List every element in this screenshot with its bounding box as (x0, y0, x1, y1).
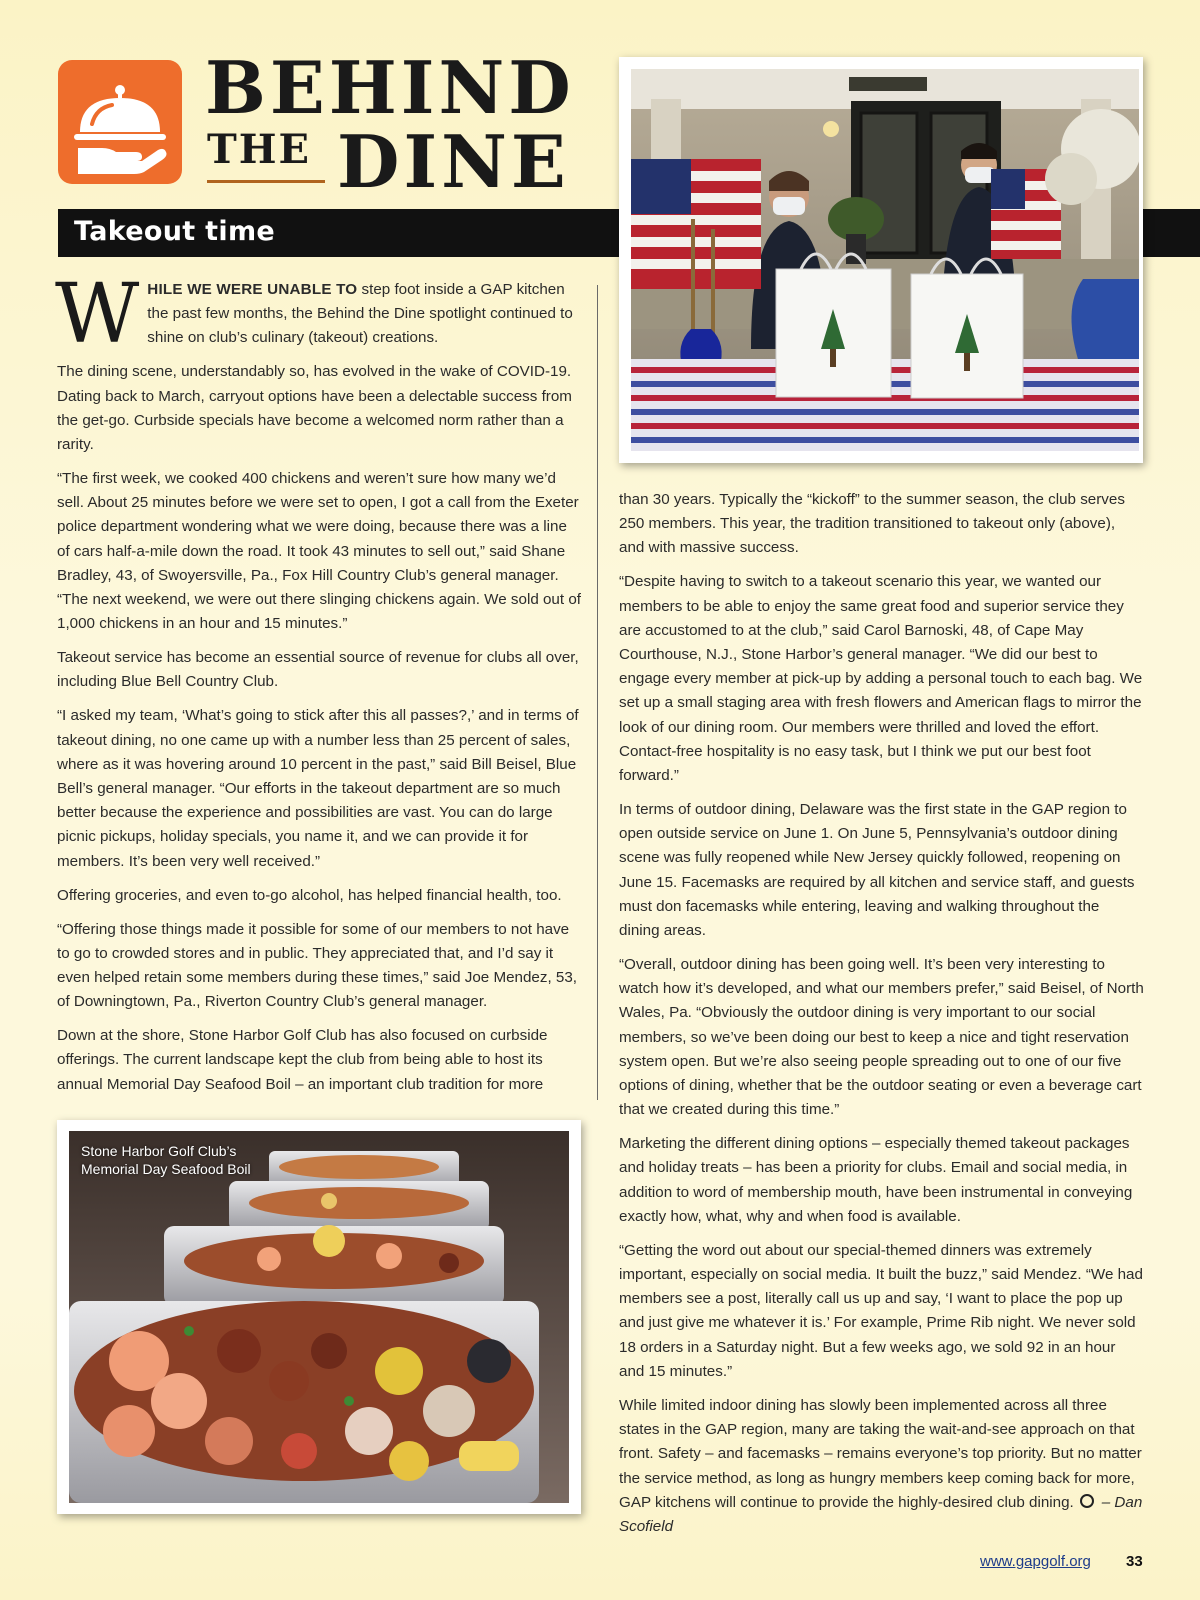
byline: – Dan Scofield (619, 1493, 1143, 1535)
paragraph: than 30 years. Typically the “kickoff” to the summer season, the club serves 250 members. This year, the tradition transitioned to takeout only (above), and with massive success. (619, 491, 1125, 557)
paragraph: “I asked my team, ‘What’s going to stick after this all passes?,’ and in terms of takeout dining, no one came up with a number less than 25 percent of sales, where as it was hovering around 10 percent in the past,” said Bill Beisel, Blue Bell’s general manager. “Our efforts in the takeout department are so much better because the experience and possibilities are vast. You can do large picnic pickups, holiday specials, you name it, and we can provide it for members. It’s been very well received.” (57, 707, 579, 870)
article-column-right (619, 488, 1144, 1549)
staff-with-takeout-bags-photo (619, 57, 1143, 463)
masthead-word-behind: BEHIND (205, 45, 575, 130)
paragraph: Takeout service has become an essential source of revenue for clubs all over, including Blue Bell Country Club. (57, 649, 579, 691)
lead-in: HILE WE WERE UNABLE TO (147, 281, 358, 298)
paragraph: Offering groceries, and even to-go alcohol, has helped financial health, too. (57, 886, 562, 904)
paragraph: “Offering those things made it possible for some of our members to not have to go to crowded stores and in public. They appreciated that, and I’d say it even helped retain some members during these times,” said Joe Mendez, 53, of Downingtown, Pa., Riverton Country Club’s general manager. (57, 920, 578, 1011)
masthead-word-dine: DINE (337, 119, 570, 204)
paragraph: Down at the shore, Stone Harbor Golf Club has also focused on curbside offerings. The current landscape kept the club from being able to host its annual Memorial Day Seafood Boil – an important club tradition for more (57, 1027, 548, 1093)
drop-cap: W (55, 267, 140, 362)
paragraph: “The first week, we cooked 400 chickens and weren’t sure how many we’d sell. About 25 minutes before we were set to open, I got a call from the Exeter police department wondering what we were doing, because there was a line of cars half-a-mile down the road. It took 43 minutes to sell out,” said Shane Bradley, 43, of Swoyersville, Pa., Fox Hill Country Club’s general manager. “The next weekend, we were out there slinging chickens again. We sold out of 1,000 chickens in an hour and 15 minutes.” (57, 470, 581, 633)
column-divider (597, 285, 598, 1100)
seafood-boil-trays-photo (57, 1120, 581, 1514)
paragraph: “Despite having to switch to a takeout scenario this year, we wanted our members to be able to enjoy the same great food and superior service they are accustomed to at the club,” said Carol Barnoski, 48, of Cape May Courthouse, N.J., Stone Harbor’s general manager. “We did our best to engage every member at pick-up by adding a personal touch to each bag. We set up a small staging area with fresh flowers and American flags to mirror the look of our dining room. Our members were thrilled and loved the effort. Contact-free hospitality is no easy task, but I think we put our best foot forward.” (619, 573, 1143, 785)
paragraph-text: While limited indoor dining has slowly been implemented across all three states in the GAP region, many are taking the wait-and-see approach on that front. Safety – and facemasks – remains everyone’s top priority. But no matter the service method, as long as hungry members keep coming back for more, GAP kitchens will continue to provide the highly-desired club dining. (619, 1396, 1142, 1511)
masthead-title (205, 45, 605, 204)
paragraph: The dining scene, understandably so, has evolved in the wake of COVID-19. Dating back to March, carryout options have been a delectable success from the get-go. Curbside specials have become a welcomed norm rather than a rarity. (57, 363, 572, 454)
lead-text: step foot inside a GAP kitchen the past few months, the Behind the Dine spotlight continued to shine on club’s culinary (takeout) creations. (147, 281, 573, 347)
paragraph: Marketing the different dining options – especially themed takeout packages and holiday treats – has been a priority for clubs. Email and social media, in addition to word of membership mouth, have been instrumental in conveying exactly how, what, why and when food is available. (619, 1135, 1133, 1225)
page-number: 33 (1126, 1553, 1143, 1570)
masthead-rule (207, 180, 325, 183)
masthead-word-the: THE (207, 126, 312, 173)
end-mark-icon (1080, 1494, 1094, 1508)
behind-the-dine-logo (58, 60, 182, 184)
photo-caption: Stone Harbor Golf Club’s Memorial Day Seafood Boil (81, 1143, 251, 1177)
section-title: Takeout time (74, 216, 275, 247)
paragraph: “Getting the word out about our special-themed dinners was extremely important, especially on social media. It built the buzz,” said Mendez. “We had members see a post, literally call us up and say, ‘I want to place the pop up and just give me whatever it is.’ For example, Prime Rib night. We never sold 18 orders in a Saturday night. But a few weeks ago, we sold 92 in an hour and 15 minutes.” (619, 1241, 1143, 1380)
cloche-on-hand-icon (58, 60, 182, 184)
paragraph: In terms of outdoor dining, Delaware was the first state in the GAP region to open outside service on June 1. On June 5, Pennsylvania’s outdoor dining scene was fully reopened while New Jersey quickly followed, reopening on June 15. Facemasks are required by all kitchen and service staff, and guests must don facemasks while entering, leaving and walking throughout the dining areas. (619, 801, 1135, 940)
article-column-left (55, 267, 581, 1107)
website-link[interactable]: www.gapgolf.org (980, 1553, 1091, 1570)
lead-paragraph (55, 267, 581, 362)
paragraph: “Overall, outdoor dining has been going well. It’s been very interesting to watch how it’s developed, and what our members prefer,” said Beisel, of North Wales, Pa. “Obviously the outdoor dining is very important to our social members, so we’ve been doing our best to keep a nice and tight reservation system open. But we’re also seeing people spreading out to one of our five options of dining, whether that be the outdoor seating or even a beverage cart that we created during this time.” (619, 956, 1144, 1119)
closing-paragraph (619, 1394, 1144, 1539)
